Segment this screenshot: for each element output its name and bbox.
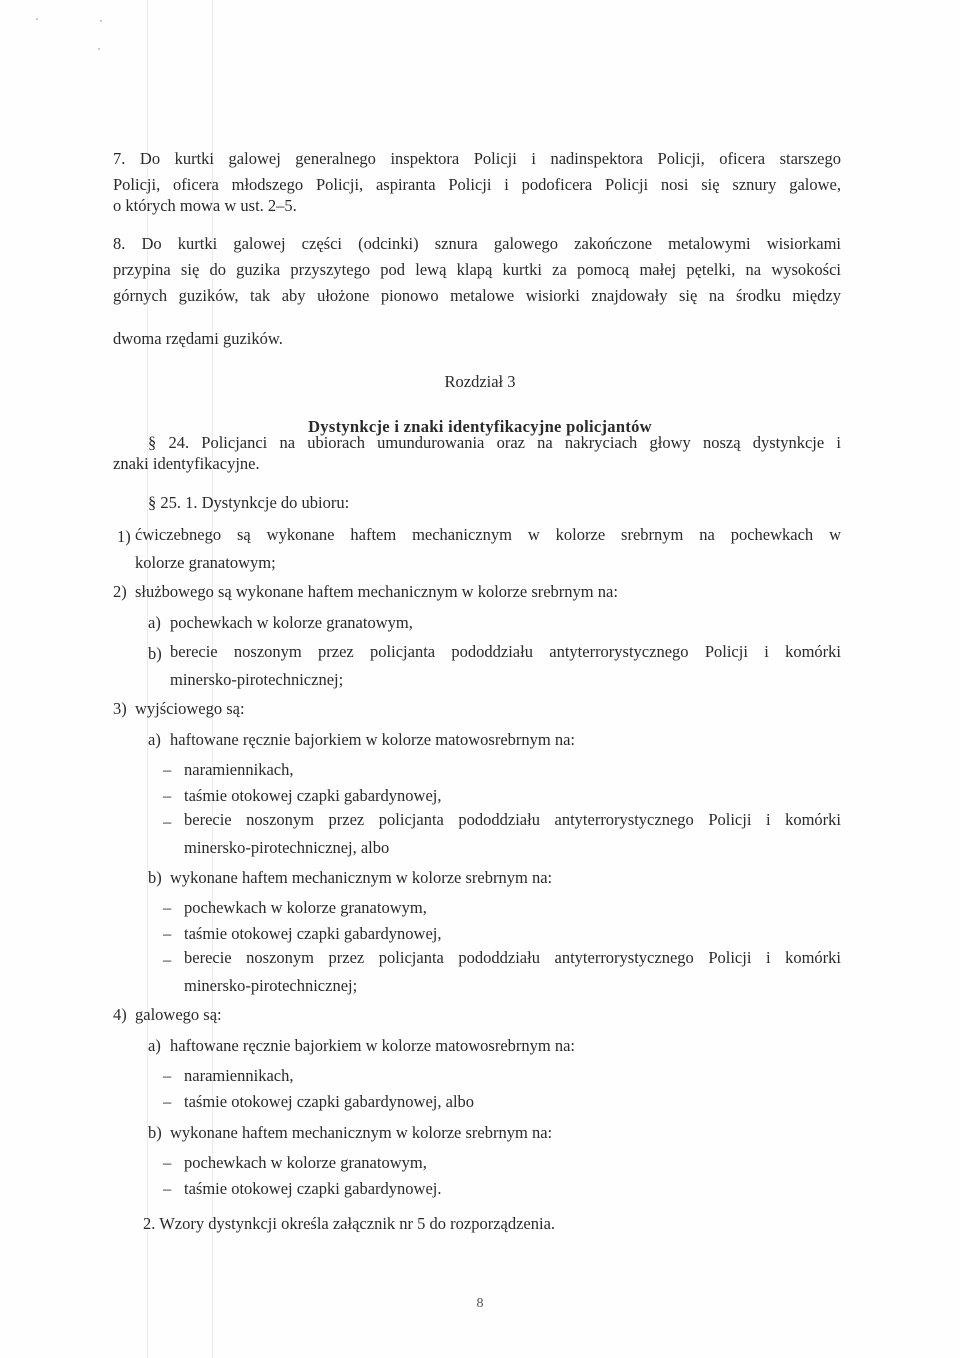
paragraph-line: przypina się do guzika przyszytego pod lewą klapą kurtki za pomocą małej pętelki, na wysokości xyxy=(113,260,841,279)
scan-speck xyxy=(98,48,100,50)
item-number: 1) xyxy=(117,527,131,546)
dash-bullet: – xyxy=(163,812,172,831)
subitem-text: pochewkach w kolorze granatowym, xyxy=(170,613,413,632)
paragraph-line: 8. Do kurtki galowej części (odcinki) sznura galowego zakończone metalowymi wisiorkami xyxy=(113,234,841,253)
paragraph-line: berecie noszonym przez policjanta pododdziału antyterrorystycznego Policji i komórki xyxy=(184,948,841,967)
list-item: pochewkach w kolorze granatowym, xyxy=(184,898,427,917)
subitem-letter: a) xyxy=(148,613,161,632)
subitem-letter: b) xyxy=(148,868,162,887)
paragraph-line: minersko-pirotechnicznej, albo xyxy=(184,838,390,857)
dash-bullet: – xyxy=(163,924,172,943)
paragraph-line: minersko-pirotechnicznej; xyxy=(184,976,358,995)
item-3-text: wyjściowego są: xyxy=(135,699,245,718)
subitem-letter: b) xyxy=(148,1123,162,1142)
item-number: 4) xyxy=(113,1005,127,1024)
paragraph-line: ćwiczebnego są wykonane haftem mechanicznym w kolorze srebrnym na pochewkach w xyxy=(135,525,841,544)
paragraph-line: Policji, oficera młodszego Policji, aspiranta Policji i podoficera Policji nosi się sznury galowe, xyxy=(113,175,841,194)
paragraph-line: górnych guzików, tak aby ułożone pionowo metalowe wisiorki znajdowały się na środku między xyxy=(113,286,841,305)
paragraph-8 xyxy=(113,231,841,309)
dash-bullet: – xyxy=(163,1092,172,1111)
dash-bullet: – xyxy=(163,786,172,805)
list-item: naramiennikach, xyxy=(184,760,294,779)
paragraph-line: berecie noszonym przez policjanta pododdziału antyterrorystycznego Policji i komórki xyxy=(184,810,841,829)
dash-bullet: – xyxy=(163,760,172,779)
paragraph-7 xyxy=(113,146,841,198)
paragraph-line: o których mowa w ust. 2–5. xyxy=(113,196,297,215)
chapter-label: Rozdział 3 xyxy=(444,372,516,391)
paragraph-line: minersko-pirotechnicznej; xyxy=(170,670,344,689)
item-4-text: galowego są: xyxy=(135,1005,222,1024)
dash-bullet: – xyxy=(163,898,172,917)
list-item: pochewkach w kolorze granatowym, xyxy=(184,1153,427,1172)
subitem-letter: a) xyxy=(148,1036,161,1055)
item-1-text xyxy=(135,522,841,548)
paragraph-line: dwoma rzędami guzików. xyxy=(113,329,283,348)
list-item: taśmie otokowej czapki gabardynowej, xyxy=(184,924,442,943)
dash-bullet: – xyxy=(163,1153,172,1172)
list-item: taśmie otokowej czapki gabardynowej, albo xyxy=(184,1092,475,1111)
subitem-text xyxy=(170,639,841,665)
dash-bullet: – xyxy=(163,1179,172,1198)
subitem-text: wykonane haftem mechanicznym w kolorze srebrnym na: xyxy=(170,1123,553,1142)
list-item: naramiennikach, xyxy=(184,1066,294,1085)
item-2-text: służbowego są wykonane haftem mechanicznym w kolorze srebrnym na: xyxy=(135,582,618,601)
subitem-text: wykonane haftem mechanicznym w kolorze srebrnym na: xyxy=(170,868,553,887)
chapter-title: Dystynkcje i znaki identyfikacyjne policjantów xyxy=(308,417,652,436)
paragraph-line: § 24. Policjanci na ubiorach umundurowania oraz na nakryciach głowy noszą dystynkcje i xyxy=(148,433,841,452)
paragraph-line: znaki identyfikacyjne. xyxy=(113,454,260,473)
dash-bullet: – xyxy=(163,950,172,969)
paragraph-line: 7. Do kurtki galowej generalnego inspektora Policji i nadinspektora Policji, oficera starszego xyxy=(113,149,841,168)
subitem-text: haftowane ręcznie bajorkiem w kolorze matowosrebrnym na: xyxy=(170,730,576,749)
list-item: taśmie otokowej czapki gabardynowej, xyxy=(184,786,442,805)
scan-speck xyxy=(36,18,38,20)
dash-bullet: – xyxy=(163,1066,172,1085)
list-item xyxy=(184,945,841,971)
list-item xyxy=(184,807,841,833)
scan-speck xyxy=(100,20,102,22)
section-25-point-2: 2. Wzory dystynkcji określa załącznik nr 5 do rozporządzenia. xyxy=(143,1214,556,1233)
subitem-text: haftowane ręcznie bajorkiem w kolorze matowosrebrnym na: xyxy=(170,1036,576,1055)
subitem-letter: b) xyxy=(148,644,162,663)
list-item: taśmie otokowej czapki gabardynowej. xyxy=(184,1179,442,1198)
item-number: 3) xyxy=(113,699,127,718)
subitem-letter: a) xyxy=(148,730,161,749)
item-number: 2) xyxy=(113,582,127,601)
paragraph-line: berecie noszonym przez policjanta pododdziału antyterrorystycznego Policji i komórki xyxy=(170,642,841,661)
section-24 xyxy=(148,430,841,456)
section-25-intro: § 25. 1. Dystynkcje do ubioru: xyxy=(148,493,350,512)
page-number: 8 xyxy=(476,1296,484,1311)
paragraph-line: kolorze granatowym; xyxy=(135,553,276,572)
